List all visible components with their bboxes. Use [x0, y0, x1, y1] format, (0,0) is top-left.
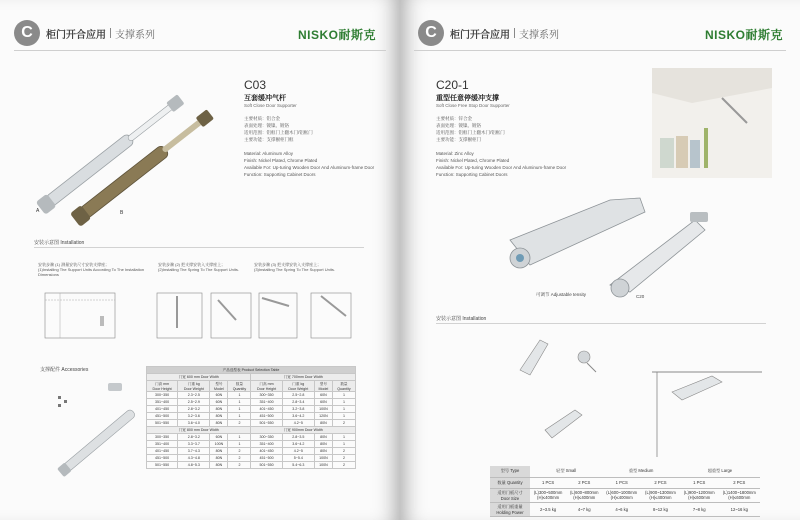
- spec-line: Available For: Up-turing Wooden Door And Aluminum-frame Door: [436, 165, 567, 170]
- table-cell: 60N: [314, 392, 332, 399]
- table-cell: (L)900~1200mm (H)≤600mm: [680, 488, 719, 502]
- header-divider: [514, 28, 515, 38]
- table-cell: 5.4~6.3: [282, 462, 314, 469]
- table-cell: 3.2~3.8: [282, 406, 314, 413]
- install-sketch-2: [572, 345, 602, 375]
- spec-line: 主要材质：锌合金: [436, 116, 472, 121]
- section-subtitle: 支撑系列: [519, 29, 559, 41]
- section-subtitle: 支撑系列: [115, 29, 155, 41]
- table-cell: 3.6~4.2: [282, 441, 314, 448]
- column-header: 型号 Model: [314, 381, 332, 392]
- table-cell: 1: [228, 441, 251, 448]
- type-cell: 重型 Medium: [602, 466, 680, 477]
- table-cell: 60N: [210, 434, 228, 441]
- section-logo: C: [14, 20, 40, 46]
- header-rule: [14, 50, 386, 51]
- table-row: [147, 392, 356, 399]
- table-cell: 1: [228, 399, 251, 406]
- spec-line: 适用范围：铝框门上翻木门/铝框门: [244, 130, 313, 135]
- table-cell: 80N: [314, 448, 332, 455]
- table-cell: 351~400: [147, 441, 178, 448]
- table-cell: 501~550: [251, 420, 282, 427]
- table-cell: 351~400: [251, 399, 282, 406]
- install-sketch-1: [510, 330, 560, 390]
- product-name-cn: 互套缓冲气杆: [244, 95, 286, 102]
- page-header: [14, 18, 155, 48]
- spec-list-en: [244, 150, 374, 178]
- table-cell: 1: [228, 434, 251, 441]
- row-label: 适用门板重量 Holding Power: [490, 502, 530, 516]
- adjust-label: 可调节 Adjustable tensity: [536, 292, 587, 297]
- accessories-image: [48, 378, 158, 478]
- table-cell: 100N: [314, 406, 332, 413]
- table-cell: 2.3~2.5: [178, 392, 210, 399]
- model-code: C03: [244, 78, 267, 92]
- table-group-header: 门宽 600 mm Door Width: [147, 374, 251, 381]
- table-cell: 451~500: [147, 413, 178, 420]
- table-group-header: 门宽 800 mm Door Width: [147, 427, 251, 434]
- table-row: [147, 434, 356, 441]
- table-cell: 351~400: [147, 399, 178, 406]
- install-diagram-3: [206, 288, 261, 348]
- table-cell: 80N: [210, 462, 228, 469]
- table-cell: 1: [332, 399, 355, 406]
- table-cell: 451~500: [251, 413, 282, 420]
- table-cell: 501~550: [147, 420, 178, 427]
- table-cell: 451~500: [147, 455, 178, 462]
- table-cell: 3.6~4.0: [178, 420, 210, 427]
- product-label-b: B: [120, 210, 124, 216]
- column-header: 数量 Quantity: [228, 381, 251, 392]
- table-cell: 8~12 kg: [641, 502, 680, 516]
- table-cell: 4.3~4.8: [178, 455, 210, 462]
- spec-line: 主要功能：支撑橱柜门: [436, 137, 481, 142]
- table-cell: 1 PCS: [602, 477, 641, 488]
- header-rule: [414, 50, 786, 51]
- table-cell: 2~3.5 kg: [530, 502, 566, 516]
- column-header: 门重 kg Door Weight: [282, 381, 314, 392]
- page-header: [418, 18, 559, 48]
- table-cell: 1: [332, 406, 355, 413]
- install-diagram-1: [40, 288, 130, 348]
- spec-line: Finish: Nickel Plated, Chrome Plated: [244, 158, 318, 163]
- spec-line: Function: Supporting Cabinet Doors: [436, 172, 508, 177]
- table-cell: 300~350: [147, 392, 178, 399]
- type-cell: 超重型 Large: [680, 466, 760, 477]
- table-row: [147, 455, 356, 462]
- table-cell: 401~450: [251, 448, 282, 455]
- install-heading: 安装示意图 Installation: [34, 240, 85, 246]
- spec-list-cn: [244, 115, 313, 143]
- table-cell: 4.2~5: [282, 420, 314, 427]
- table-cell: 2.5~2.8: [282, 392, 314, 399]
- column-header: 型号 Model: [210, 381, 228, 392]
- table-cell: 120N: [314, 413, 332, 420]
- table-cell: (L)900~1300mm (H)≤400mm: [641, 488, 680, 502]
- table-cell: 3.2~3.6: [178, 413, 210, 420]
- spec-list-en: [436, 150, 566, 178]
- install-sketch-4: [652, 362, 762, 462]
- section-rule: [436, 323, 766, 324]
- table-group-header: 门宽 700mm Door Width: [251, 374, 356, 381]
- section-title: 柜门开合应用: [46, 29, 106, 41]
- spec-line: Finish: Nickel Plated, Chrome Plated: [436, 158, 510, 163]
- install-diagram-2: [152, 288, 212, 348]
- table-cell: 100N: [314, 455, 332, 462]
- spec-list-cn: [436, 115, 505, 143]
- table-cell: 2 PCS: [641, 477, 680, 488]
- spec-line: Function: Supporting Cabinet Doors: [244, 172, 316, 177]
- column-header: 门重 kg Door Weight: [178, 381, 210, 392]
- spec-line: 主要功能：支撑橱柜门框: [244, 137, 294, 142]
- table-cell: (L)600~800mm (H)≤400mm: [566, 488, 602, 502]
- table-cell: 100N: [210, 441, 228, 448]
- table-cell: 2: [332, 420, 355, 427]
- table-title: 产品选型表 Product Selection Table: [147, 367, 356, 374]
- product-name-cn: 重型任意停缓冲支撑: [436, 95, 499, 102]
- table-cell: 2.8~3.2: [178, 406, 210, 413]
- table-cell: 2: [332, 462, 355, 469]
- product-image-c20: [490, 180, 720, 320]
- spec-line: 表面处理：镀镍、镀铬: [436, 123, 481, 128]
- table-cell: 2: [332, 448, 355, 455]
- type-cell: 轻型 Small: [530, 466, 602, 477]
- table-row: [147, 441, 356, 448]
- column-header: 门高 mm Door Height: [251, 381, 282, 392]
- table-cell: 80N: [314, 434, 332, 441]
- table-cell: 2: [332, 455, 355, 462]
- right-page: [400, 0, 800, 520]
- product-image-c03: [28, 88, 228, 228]
- kitchen-photo: [652, 68, 772, 178]
- table-cell: 1: [332, 413, 355, 420]
- table-row: [147, 406, 356, 413]
- table-cell: (L)1400~1800mm (H)≤600mm: [719, 488, 760, 502]
- install-heading: 安装示意图 Installation: [436, 316, 487, 322]
- table-cell: 2 PCS: [566, 477, 602, 488]
- product-label-a: A: [36, 208, 40, 214]
- table-cell: 80N: [314, 441, 332, 448]
- row-label: 适用门板尺寸 Door Size: [490, 488, 530, 502]
- table-cell: 2 PCS: [719, 477, 760, 488]
- product-name-en: Soft Close Door Supporter: [244, 103, 297, 108]
- table-cell: 2: [228, 420, 251, 427]
- spec-line: Available For: Up-turing Wooden Door And Aluminum-frame Door: [244, 165, 375, 170]
- table-row: [147, 462, 356, 469]
- table-cell: 3.7~4.3: [178, 448, 210, 455]
- spec-line: 适用范围：铝框门上翻木门/铝框门: [436, 130, 505, 135]
- table-cell: 501~550: [147, 462, 178, 469]
- table-cell: 80N: [210, 413, 228, 420]
- section-title: 柜门开合应用: [450, 29, 510, 41]
- column-header: 数量 Quantity: [332, 381, 355, 392]
- table-cell: 3.3~3.7: [178, 441, 210, 448]
- table-row: [147, 420, 356, 427]
- table-cell: 351~400: [251, 441, 282, 448]
- install-sketch-3: [540, 390, 600, 450]
- table-cell: 80N: [210, 406, 228, 413]
- table-cell: 2.8~3.2: [178, 434, 210, 441]
- table-cell: 3.6~4.2: [282, 413, 314, 420]
- brand-logo: NISKO耐斯克: [705, 28, 784, 42]
- product-selection-table: [146, 366, 356, 469]
- table-cell: (L)300~500mm (H)≤400mm: [530, 488, 566, 502]
- header-divider: [110, 28, 111, 38]
- table-cell: 80N: [314, 420, 332, 427]
- table-row: [147, 413, 356, 420]
- size-table: [490, 466, 760, 517]
- table-cell: 5~5.4: [282, 455, 314, 462]
- install-diagram-4: [254, 288, 304, 348]
- table-cell: 1: [332, 441, 355, 448]
- install-diagram-5: [306, 288, 361, 348]
- table-cell: 401~450: [147, 448, 178, 455]
- table-cell: 60N: [314, 399, 332, 406]
- table-cell: 2: [228, 462, 251, 469]
- brand-logo: NISKO耐斯克: [298, 28, 377, 42]
- table-cell: 1: [332, 392, 355, 399]
- table-row: [147, 448, 356, 455]
- table-cell: 60N: [210, 399, 228, 406]
- product-name-en: Soft Close Free Stop Door Supporter: [436, 103, 510, 108]
- install-step-2: 安装步骤 (2) 把支撑安装入支撑座上； (2)Installing The Spring To The Support Units.: [158, 262, 239, 272]
- table-group-header: 门宽 900mm Door Width: [251, 427, 356, 434]
- table-row: [147, 399, 356, 406]
- table-cell: 1: [228, 406, 251, 413]
- table-cell: 4.2~5: [282, 448, 314, 455]
- section-rule: [34, 247, 364, 248]
- table-cell: 2.8~3.4: [282, 399, 314, 406]
- install-step-3: 安装步骤 (3) 把支撑安装入支撑座上； (3)Installing The Spring To The Support Units.: [254, 262, 335, 272]
- spec-line: 主要材质：铝合金: [244, 116, 280, 121]
- table-cell: 80N: [210, 420, 228, 427]
- section-logo: C: [418, 20, 444, 46]
- table-cell: 80N: [210, 448, 228, 455]
- table-cell: 7~8 kg: [680, 502, 719, 516]
- table-cell: 4~7 kg: [566, 502, 602, 516]
- table-cell: 2.8~3.5: [282, 434, 314, 441]
- table-cell: 2: [228, 448, 251, 455]
- table-cell: 60N: [210, 392, 228, 399]
- spec-line: 表面处理：镀镍、镀铬: [244, 123, 289, 128]
- install-step-1: 安装步骤 (1) 测量安装尺寸安装支撑座； (1)Installing The Support Units According To The Installation Dimensions: [38, 262, 145, 277]
- table-cell: 501~550: [251, 462, 282, 469]
- table-cell: 1 PCS: [530, 477, 566, 488]
- table-cell: 12~16 kg: [719, 502, 760, 516]
- table-cell: 451~500: [251, 455, 282, 462]
- table-cell: 1 PCS: [680, 477, 719, 488]
- table-cell: 2.5~2.9: [178, 399, 210, 406]
- model-code: C20-1: [436, 78, 469, 92]
- table-cell: 401~450: [251, 406, 282, 413]
- table-cell: (L)600~1000mm (H)≤400mm: [602, 488, 641, 502]
- table-cell: 100N: [314, 462, 332, 469]
- spec-line: Material: Zinc Alloy: [436, 151, 474, 156]
- row-label: 型号 Type: [490, 466, 530, 477]
- accessories-heading: 支撑配件 Accessories: [40, 367, 89, 373]
- table-cell: 300~350: [251, 392, 282, 399]
- table-cell: 300~350: [147, 434, 178, 441]
- table-cell: 401~450: [147, 406, 178, 413]
- product-code-label: C20: [636, 294, 645, 299]
- table-cell: 1: [332, 434, 355, 441]
- row-label: 数量 Quantity: [490, 477, 530, 488]
- table-cell: 300~350: [251, 434, 282, 441]
- table-cell: 4.8~5.3: [178, 462, 210, 469]
- table-cell: 2: [228, 455, 251, 462]
- table-cell: 1: [228, 413, 251, 420]
- table-cell: 80N: [210, 455, 228, 462]
- table-cell: 4~6 kg: [602, 502, 641, 516]
- spec-line: Material: Aluminum Alloy: [244, 151, 294, 156]
- table-cell: 1: [228, 392, 251, 399]
- column-header: 门高 mm Door Height: [147, 381, 178, 392]
